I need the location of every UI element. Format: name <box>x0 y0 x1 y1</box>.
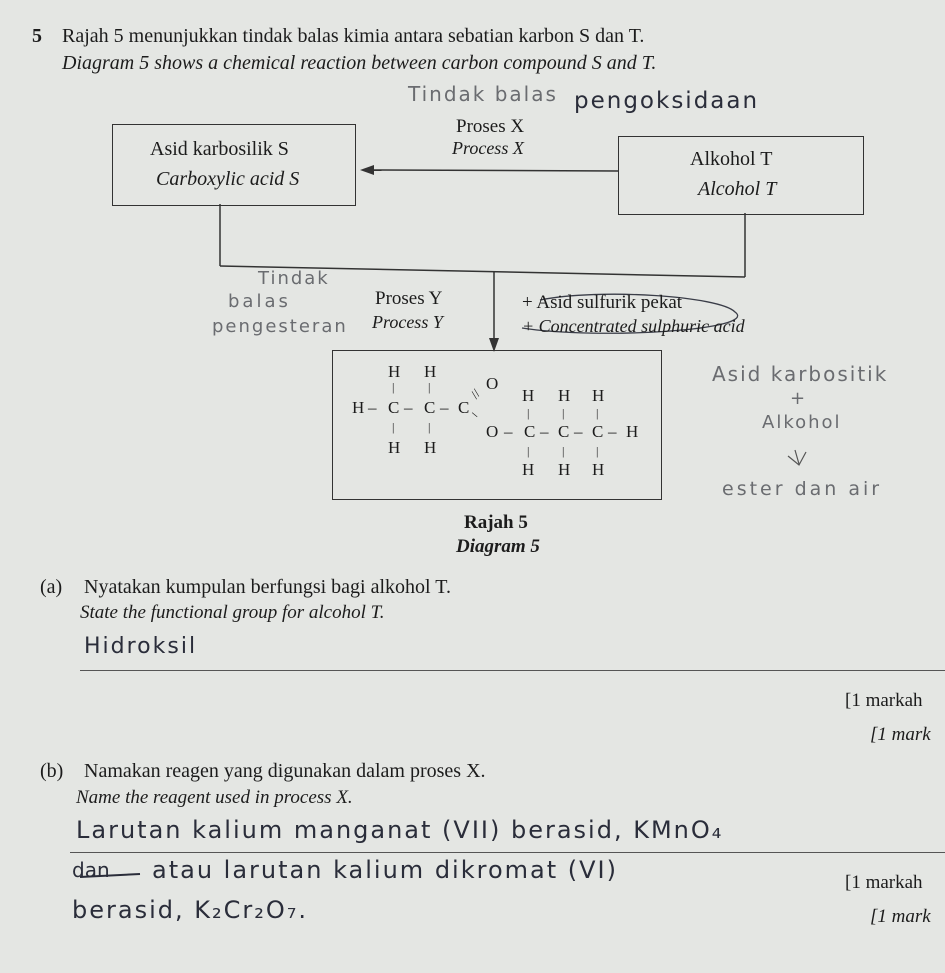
bond-horizontal: – <box>540 422 549 441</box>
process-x-arrowhead <box>360 165 374 175</box>
atom-h: H <box>558 460 571 479</box>
handwritten-note-oxidation: pengoksidaan <box>574 88 760 114</box>
atom-h: H <box>592 460 605 479</box>
atom-h: H <box>558 386 571 405</box>
bond-horizontal: – <box>404 398 413 417</box>
handwritten-left-1: Tindak <box>258 268 330 289</box>
answer-line <box>70 852 945 853</box>
atom-c: C <box>388 398 400 417</box>
atom-c: C <box>458 398 470 417</box>
bond-vertical: | <box>392 420 395 434</box>
atom-o: O <box>486 422 499 441</box>
part-a-answer: Hidroksil <box>84 634 198 659</box>
bond-vertical: | <box>428 420 431 434</box>
handwritten-right-4: ester dan air <box>722 478 883 500</box>
part-b-question-ms: Namakan reagen yang digunakan dalam proses X. <box>84 760 486 782</box>
part-b-question-en: Name the reagent used in process X. <box>76 787 353 808</box>
part-a-question-en: State the functional group for alcohol T. <box>80 602 385 623</box>
bond-horizontal: – <box>504 422 513 441</box>
bond-horizontal: – <box>608 422 617 441</box>
box-s-label-en: Carboxylic acid S <box>156 168 300 190</box>
handwritten-left-3: pengesteran <box>212 316 348 337</box>
process-y-label-ms: Proses Y <box>375 288 443 309</box>
part-a-label: (a) <box>40 576 63 598</box>
handwritten-right-1: Asid karbositik <box>712 362 889 386</box>
bond-vertical: | <box>527 406 530 420</box>
part-a-marks-ms: [1 markah <box>845 690 923 711</box>
process-x-label-ms: Proses X <box>456 116 525 137</box>
atom-h: H <box>522 460 535 479</box>
question-intro-ms: Rajah 5 menunjukkan tindak balas kimia antara sebatian karbon S dan T. <box>62 25 645 47</box>
bond-vertical: | <box>562 406 565 420</box>
atom-h: H <box>626 422 639 441</box>
bond-vertical: | <box>562 444 565 458</box>
part-b-answer-line-2: atau larutan kalium dikromat (VI) <box>152 856 618 884</box>
atom-o: O <box>486 374 499 393</box>
atom-h: H <box>388 438 401 457</box>
process-x-arrow-line <box>372 170 618 171</box>
box-t-label-ms: Alkohol T <box>690 148 773 170</box>
bond-vertical: | <box>527 444 530 458</box>
part-a-marks-en: [1 mark <box>870 724 931 745</box>
diagram-caption-en: Diagram 5 <box>456 536 540 557</box>
handwritten-left-2: balas <box>228 291 291 312</box>
part-b-answer-line-3: berasid, K₂Cr₂O₇. <box>72 896 308 924</box>
part-b-marks-ms: [1 markah <box>845 872 923 893</box>
handwritten-right-3: Alkohol <box>762 412 842 433</box>
atom-c: C <box>424 398 436 417</box>
atom-c: C <box>592 422 604 441</box>
bond-vertical: | <box>428 380 431 394</box>
process-x-label-en: Process X <box>452 138 524 158</box>
handwritten-right-2: + <box>790 388 806 409</box>
atom-h: H <box>592 386 605 405</box>
part-b-answer-line-1: Larutan kalium manganat (VII) berasid, KMnO₄ <box>76 816 724 844</box>
atom-h: H <box>424 362 437 381</box>
part-a-question-ms: Nyatakan kumpulan berfungsi bagi alkohol T. <box>84 576 451 598</box>
bond-horizontal: – <box>368 398 377 417</box>
bond-vertical: | <box>392 380 395 394</box>
bond-single: – <box>468 405 483 422</box>
atom-c: C <box>558 422 570 441</box>
bond-vertical: | <box>596 406 599 420</box>
reagent-label-ms: + Asid sulfurik pekat <box>522 292 683 313</box>
box-t-label-en: Alcohol T <box>698 178 777 200</box>
bond-vertical: | <box>596 444 599 458</box>
bond-horizontal: – <box>440 398 449 417</box>
process-y-label-en: Process Y <box>372 312 443 332</box>
part-b-label: (b) <box>40 760 64 782</box>
atom-h: H <box>388 362 401 381</box>
part-b-struck-word: dan <box>72 858 110 882</box>
box-s-label-ms: Asid karbosilik S <box>150 138 289 160</box>
bond-double: // <box>467 386 484 402</box>
question-intro-en: Diagram 5 shows a chemical reaction between carbon compound S and T. <box>62 52 657 74</box>
atom-h: H <box>522 386 535 405</box>
bond-horizontal: – <box>574 422 583 441</box>
answer-line <box>80 670 945 671</box>
diagram-caption-ms: Rajah 5 <box>464 512 528 533</box>
part-b-marks-en: [1 mark <box>870 906 931 927</box>
handwritten-note-reaction: Tindak balas <box>408 82 558 106</box>
atom-c: C <box>524 422 536 441</box>
question-number: 5 <box>32 25 42 47</box>
atom-h: H <box>352 398 365 417</box>
reagent-label-en: + Concentrated sulphuric acid <box>522 316 745 336</box>
atom-h: H <box>424 438 437 457</box>
